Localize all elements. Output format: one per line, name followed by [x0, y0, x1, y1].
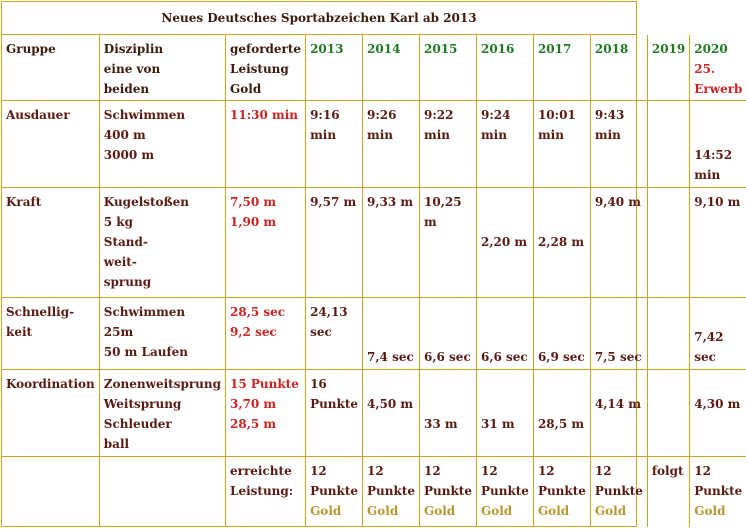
header-year-2019: 2019 [648, 35, 690, 101]
gruppe-schnelligkeit: Schnellig- keit [2, 298, 100, 370]
koordination-2015: 33 m [420, 370, 477, 457]
results-table [2, 35, 746, 527]
gefordert-kraft: 7,50 m 1,90 m [226, 188, 306, 298]
schnelligkeit-2013: 24,13 sec [306, 298, 363, 370]
header-year-2015: 2015 [420, 35, 477, 101]
koordination-2018: 4,14 m [591, 370, 648, 457]
header-row [2, 35, 746, 101]
kraft-2013: 9,57 m [306, 188, 363, 298]
header-year-2016: 2016 [477, 35, 534, 101]
disziplin-kraft: Kugelstoßen 5 kg Stand- weit- sprung [100, 188, 226, 298]
summary-2013: 12 Punkte Gold [306, 457, 363, 527]
kraft-2018: 9,40 m [591, 188, 648, 298]
schnelligkeit-2015: 6,6 sec [420, 298, 477, 370]
header-year-2014: 2014 [363, 35, 420, 101]
koordination-2017: 28,5 m [534, 370, 591, 457]
ausdauer-2014: 9:26 min [363, 101, 420, 188]
ausdauer-2015: 9:22 min [420, 101, 477, 188]
koordination-2016: 31 m [477, 370, 534, 457]
summary-2019: folgt [648, 457, 690, 527]
gefordert-ausdauer: 11:30 min [226, 101, 306, 188]
summary-2014: 12 Punkte Gold [363, 457, 420, 527]
ausdauer-2018: 9:43 min [591, 101, 648, 188]
schnelligkeit-2016: 6,6 sec [477, 298, 534, 370]
koordination-2013: 16 Punkte [306, 370, 363, 457]
kraft-2017: 2,28 m [534, 188, 591, 298]
schnelligkeit-2019 [648, 298, 690, 370]
disziplin-koordination: Zonenweitsprung Weitsprung Schleuder ball [100, 370, 226, 457]
sportabzeichen-table-frame [1, 1, 743, 527]
header-year-2013: 2013 [306, 35, 363, 101]
gruppe-kraft: Kraft [2, 188, 100, 298]
koordination-2014: 4,50 m [363, 370, 420, 457]
kraft-2020: 9,10 m [690, 188, 746, 298]
summary-2016: 12 Punkte Gold [477, 457, 534, 527]
kraft-2014: 9,33 m [363, 188, 420, 298]
header-year-2020: 2020 25. Erwerb [690, 35, 746, 101]
header-year-2018: 2018 [591, 35, 648, 101]
table-title: Neues Deutsches Sportabzeichen Karl ab 2013 [2, 2, 636, 35]
summary-gruppe-empty [2, 457, 100, 527]
gruppe-koordination: Koordination [2, 370, 100, 457]
header-disziplin: Disziplin eine von beiden [100, 35, 226, 101]
gruppe-ausdauer: Ausdauer [2, 101, 100, 188]
kraft-2019 [648, 188, 690, 298]
summary-2018: 12 Punkte Gold [591, 457, 648, 527]
row-koordination [2, 370, 746, 457]
gefordert-koordination: 15 Punkte 3,70 m 28,5 m [226, 370, 306, 457]
kraft-2016: 2,20 m [477, 188, 534, 298]
gefordert-schnelligkeit: 28,5 sec 9,2 sec [226, 298, 306, 370]
schnelligkeit-2017: 6,9 sec [534, 298, 591, 370]
summary-label: erreichte Leistung: [226, 457, 306, 527]
summary-2020: 12 Punkte Gold [694, 464, 743, 518]
schnelligkeit-2014: 7,4 sec [363, 298, 420, 370]
row-summary [2, 457, 746, 527]
summary-2017: 12 Punkte Gold [534, 457, 591, 527]
schnelligkeit-2018: 7,5 sec [591, 298, 648, 370]
summary-2015: 12 Punkte Gold [420, 457, 477, 527]
kraft-2015: 10,25 m [420, 188, 477, 298]
ausdauer-2020: 14:52 min [690, 101, 746, 188]
koordination-2020: 4,30 m [690, 370, 746, 457]
header-year-2017: 2017 [534, 35, 591, 101]
koordination-2019 [648, 370, 690, 457]
ausdauer-2013: 9:16 min [306, 101, 363, 188]
summary-disziplin-empty [100, 457, 226, 527]
ausdauer-2019 [648, 101, 690, 188]
disziplin-ausdauer: Schwimmen 400 m 3000 m [100, 101, 226, 188]
schnelligkeit-2020: 7,42 sec [690, 298, 746, 370]
row-schnelligkeit [2, 298, 746, 370]
row-kraft [2, 188, 746, 298]
ausdauer-2017: 10:01 min [534, 101, 591, 188]
header-gruppe: Gruppe [2, 35, 100, 101]
header-leistung: geforderte Leistung Gold [226, 35, 306, 101]
ausdauer-2016: 9:24 min [477, 101, 534, 188]
disziplin-schnelligkeit: Schwimmen 25m 50 m Laufen [100, 298, 226, 370]
row-ausdauer [2, 101, 746, 188]
